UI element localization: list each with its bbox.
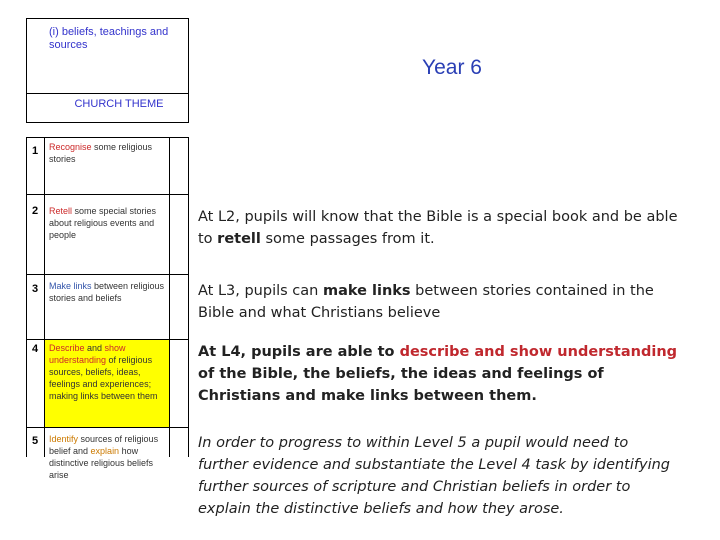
- row-divider: [26, 274, 189, 275]
- level-objective: [49, 280, 167, 304]
- description-text: At L4, pupils are able to: [198, 344, 400, 360]
- description-text: some passages from it.: [260, 231, 435, 247]
- objective-keyword: show understanding: [49, 343, 126, 365]
- level-description: [198, 280, 678, 324]
- level-objective: [49, 205, 167, 241]
- level-description: [198, 206, 678, 250]
- table-num-divider: [44, 137, 45, 457]
- table-left-border: [26, 137, 27, 457]
- level-objective: [49, 433, 167, 481]
- objective-keyword: Retell: [49, 206, 73, 216]
- description-text: between stories contained in the Bible and what Christians believe: [198, 283, 654, 321]
- row-number: 1: [32, 145, 39, 157]
- objective-text: some special stories about religious events and people: [49, 206, 157, 240]
- header-bottom-border: [26, 122, 189, 123]
- row-number: 2: [32, 205, 39, 217]
- objective-text: of religious sources, beliefs, ideas, feelings and experiences; making links between them: [49, 355, 158, 401]
- objective-keyword: Make links: [49, 281, 92, 291]
- objective-keyword: Identify: [49, 434, 79, 444]
- level-objective: [49, 141, 167, 165]
- strand-label: (i) beliefs, teachings and sources: [49, 26, 169, 51]
- table-right-border: [188, 137, 189, 457]
- level-objective: [49, 342, 167, 402]
- row-divider: [26, 194, 189, 195]
- objective-text: some religious stories: [49, 142, 153, 164]
- description-keyword: retell: [217, 231, 261, 247]
- year-title: Year 6: [422, 56, 482, 79]
- level-description: [198, 341, 678, 407]
- objective-keyword: Recognise: [49, 142, 92, 152]
- description-text: At L2, pupils will know that the Bible is a special book and be able to: [198, 209, 678, 247]
- objective-text: sources of religious belief and: [49, 434, 159, 456]
- objective-text: how distinctive religious beliefs arise: [49, 446, 154, 480]
- header-divider: [26, 93, 189, 94]
- row-number: 4: [32, 343, 39, 355]
- description-text: of the Bible, the beliefs, the ideas and feelings of Christians and make links between them.: [198, 366, 604, 404]
- row-divider: [26, 427, 189, 428]
- level-description: In order to progress to within Level 5 a pupil would need to further evidence and substantiate the Level 4 task by identifying further sources of scripture and Christian beliefs in order to explain the distinctive beliefs and how they arose.: [198, 435, 671, 517]
- objective-keyword: explain: [90, 446, 120, 456]
- header-top-border: [26, 18, 189, 19]
- objective-text: and: [84, 343, 105, 353]
- row-divider: [26, 339, 189, 340]
- row-number: 5: [32, 435, 39, 447]
- header-left-border: [26, 18, 27, 122]
- objective-keyword: Describe: [49, 343, 85, 353]
- row-divider: [26, 137, 189, 138]
- theme-title: CHURCH THEME: [74, 98, 164, 110]
- row-number: 3: [32, 283, 39, 295]
- description-keyword: make links: [322, 283, 411, 299]
- table-obj-divider: [169, 137, 170, 457]
- description-keyword: describe and show understanding: [399, 344, 678, 360]
- objective-text: between religious stories and beliefs: [49, 281, 165, 303]
- description-text: At L3, pupils can: [198, 283, 323, 299]
